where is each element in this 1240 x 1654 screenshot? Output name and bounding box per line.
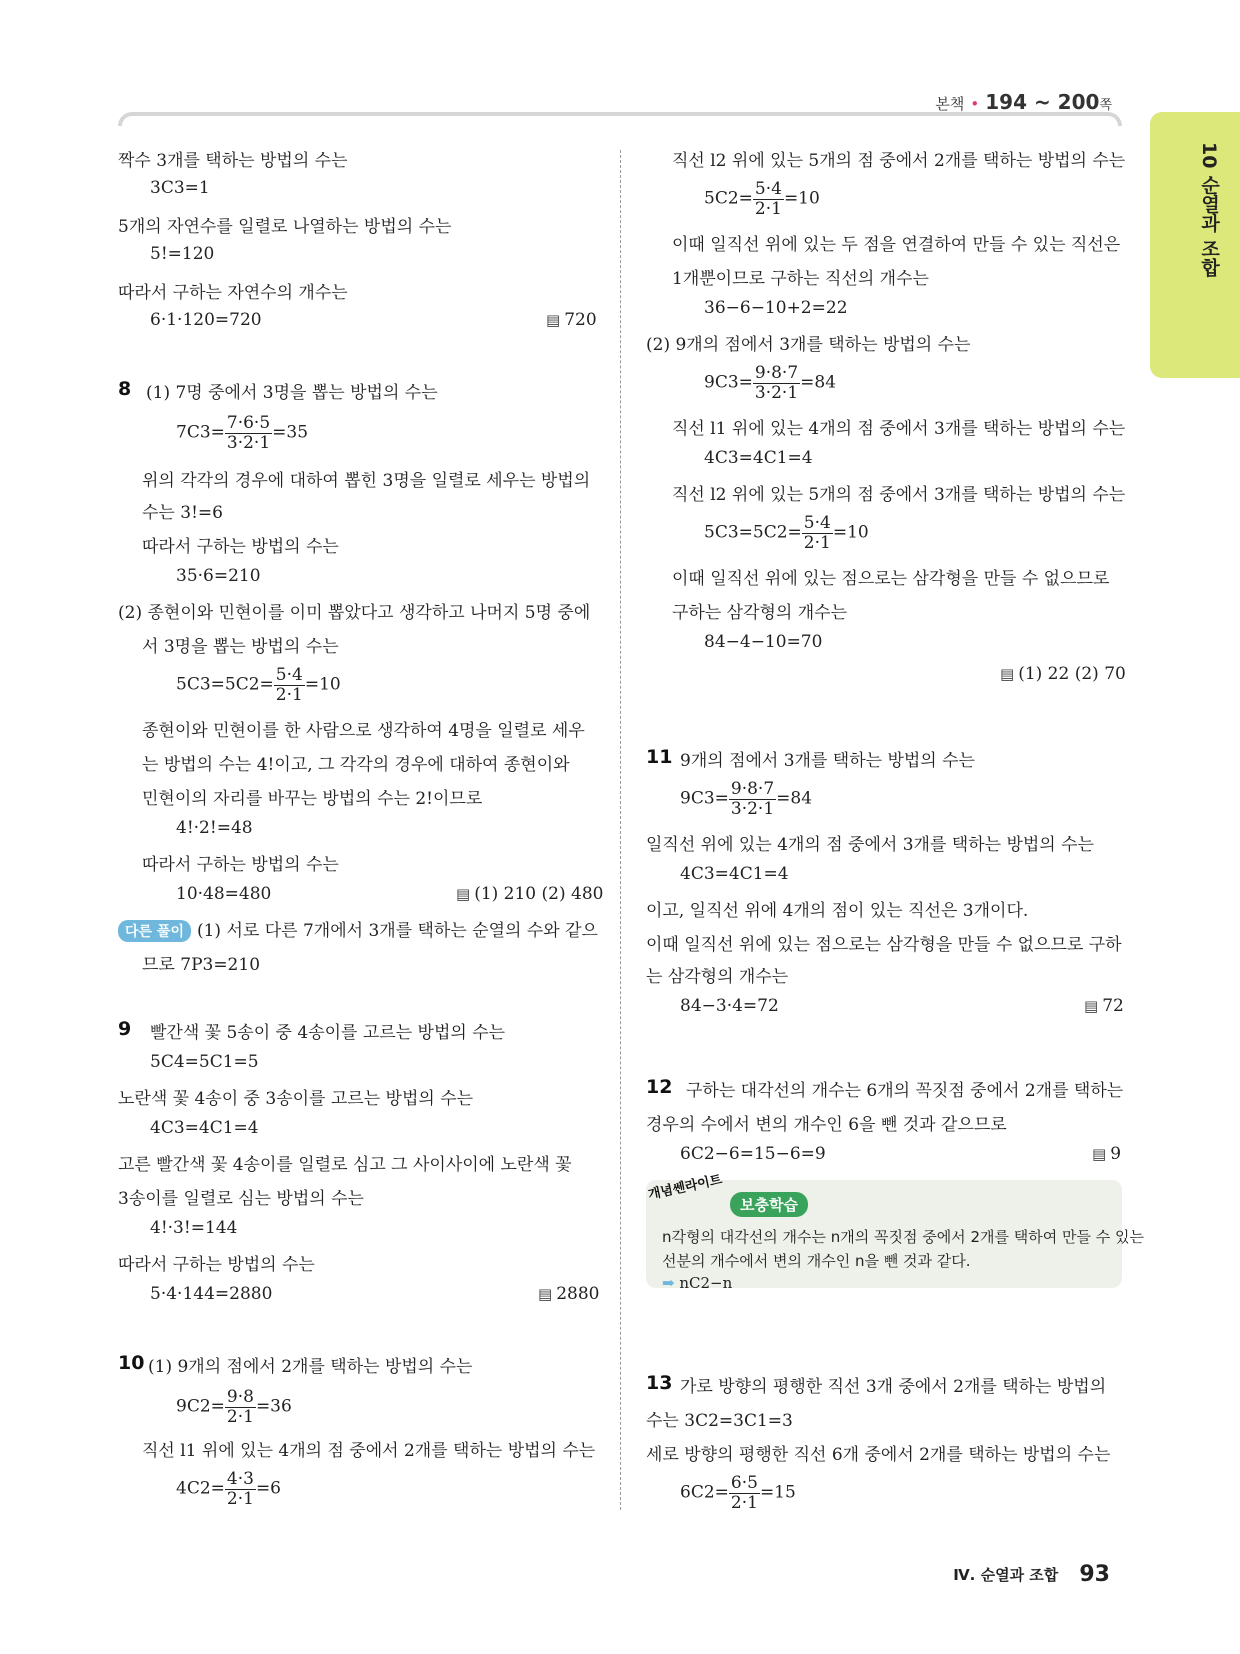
answer-mark: ▤ (1) 210 (2) 480 (456, 884, 603, 904)
formula (704, 180, 820, 218)
formula-part: 9C2= (176, 1396, 225, 1417)
text-line: 직선 l2 위에 있는 5개의 점 중에서 3개를 택하는 방법의 수는 (672, 485, 1126, 505)
formula (176, 1470, 281, 1508)
concept-text: 선분의 개수에서 변의 개수인 n을 뺀 것과 같다. (662, 1252, 971, 1270)
formula-part: =15 (759, 1482, 796, 1503)
fraction (753, 364, 800, 402)
concept-formula (662, 1274, 732, 1292)
text-line: 고른 빨간색 꽃 4송이를 일렬로 심고 그 사이사이에 노란색 꽃 (118, 1155, 572, 1175)
fraction (225, 1470, 256, 1508)
footer-breadcrumb: Ⅳ. 순열과 조합 (953, 1566, 1059, 1584)
formula: 4C3=4C1=4 (150, 1118, 259, 1138)
problem-number: 10 (118, 1352, 145, 1374)
formula-part: =10 (832, 522, 869, 543)
answer-mark: ▤ 9 (1092, 1144, 1121, 1164)
formula: 5C4=5C1=5 (150, 1052, 259, 1072)
answer-mark: ▤ 720 (546, 310, 597, 330)
text-line: 따라서 구하는 방법의 수는 (118, 1255, 315, 1275)
text-line: 수는 3C2=3C1=3 (646, 1411, 793, 1431)
formula: 84−4−10=70 (704, 632, 823, 652)
text-line: (2) 9개의 점에서 3개를 택하는 방법의 수는 (646, 335, 971, 355)
text-line: 일직선 위에 있는 4개의 점 중에서 3개를 택하는 방법의 수는 (646, 835, 1094, 855)
formula: 35·6=210 (176, 566, 261, 586)
formula-part: 9C3= (680, 788, 729, 809)
fraction (225, 414, 272, 452)
denominator: 3·2·1 (730, 798, 775, 819)
formula-part: 4C2= (176, 1478, 225, 1499)
fraction (225, 1388, 256, 1426)
text-line: 세로 방향의 평행한 직선 6개 중에서 2개를 택하는 방법의 수는 (646, 1445, 1111, 1465)
formula: 84−3·4=72 (680, 996, 779, 1016)
fraction (802, 514, 833, 552)
formula (176, 666, 341, 704)
bullet-icon: • (970, 95, 980, 113)
numerator: 5·4 (275, 665, 303, 685)
ref-label: 본책 (935, 95, 965, 113)
text-line: 이때 일직선 위에 있는 두 점을 연결하여 만들 수 있는 직선은 (672, 235, 1121, 255)
answer-mark: ▤ 2880 (538, 1284, 599, 1304)
denominator: 2·1 (226, 1406, 254, 1427)
formula: 6·1·120=720 (150, 310, 262, 330)
formula-part: =10 (304, 674, 341, 695)
chapter-tab-label: 10 순열과 조합 (1198, 142, 1220, 277)
text-line: 3송이를 일렬로 심는 방법의 수는 (118, 1189, 364, 1209)
formula: 4!·3!=144 (150, 1218, 238, 1238)
concept-title: 보충학습 (730, 1192, 808, 1217)
page-footer (953, 1562, 1110, 1587)
formula-part: =84 (776, 788, 813, 809)
formula-part: 7C3= (176, 422, 225, 443)
text-line: 는 방법의 수는 4!이고, 그 각각의 경우에 대하여 종현이와 (142, 755, 570, 775)
formula (680, 780, 812, 818)
ref-unit: 쪽 (1099, 98, 1112, 113)
text-line: 경우의 수에서 변의 개수인 6을 뺀 것과 같으므로 (646, 1115, 1007, 1135)
page-number: 93 (1079, 1562, 1110, 1587)
concept-formula-text: nC2−n (679, 1274, 733, 1292)
formula: 5!=120 (150, 244, 215, 264)
answer-mark: ▤ 72 (1084, 996, 1124, 1016)
text-line: 구하는 삼각형의 개수는 (672, 603, 848, 623)
text-line: 노란색 꽃 4송이 중 3송이를 고르는 방법의 수는 (118, 1089, 474, 1109)
formula-part: =10 (783, 188, 820, 209)
text-line: 따라서 구하는 방법의 수는 (142, 855, 339, 875)
formula-part: =35 (272, 422, 309, 443)
text-line: 직선 l2 위에 있는 5개의 점 중에서 2개를 택하는 방법의 수는 (672, 151, 1126, 171)
formula: 36−6−10+2=22 (704, 298, 848, 318)
formula (176, 1388, 292, 1426)
text-line: 위의 각각의 경우에 대하여 뽑힌 3명을 일렬로 세우는 방법의 (142, 471, 591, 491)
formula: 4C3=4C1=4 (680, 864, 789, 884)
alt-solution (118, 916, 598, 942)
denominator: 2·1 (275, 684, 303, 705)
formula: 4!·2!=48 (176, 818, 253, 838)
numerator: 5·4 (754, 179, 782, 199)
numerator: 4·3 (226, 1469, 254, 1489)
answer-mark: ▤ (1) 22 (2) 70 (1000, 664, 1126, 684)
fraction (274, 666, 305, 704)
formula (704, 364, 836, 402)
text-line: 이고, 일직선 위에 4개의 점이 있는 직선은 3개이다. (646, 901, 1029, 921)
formula-part: 5C2= (704, 188, 753, 209)
text-line: 9개의 점에서 3개를 택하는 방법의 수는 (680, 751, 975, 771)
text-line: 서 3명을 뽑는 방법의 수는 (142, 637, 339, 657)
formula-part: =36 (255, 1396, 292, 1417)
formula (176, 414, 308, 452)
text-line: 가로 방향의 평행한 직선 3개 중에서 2개를 택하는 방법의 (680, 1377, 1107, 1397)
text-line: 이때 일직선 위에 있는 점으로는 삼각형을 만들 수 없으므로 구하 (646, 935, 1122, 955)
numerator: 7·6·5 (226, 413, 271, 433)
formula: 10·48=480 (176, 884, 272, 904)
formula-part: =6 (255, 1478, 281, 1499)
numerator: 9·8·7 (730, 779, 775, 799)
text-line: (1) 서로 다른 7개에서 3개를 택하는 순열의 수와 같으 (196, 921, 598, 941)
text-line: 직선 l1 위에 있는 4개의 점 중에서 3개를 택하는 방법의 수는 (672, 419, 1126, 439)
formula-part: 9C3= (704, 372, 753, 393)
formula: 5·4·144=2880 (150, 1284, 273, 1304)
denominator: 2·1 (226, 1488, 254, 1509)
formula (680, 1474, 796, 1512)
text-line: 직선 l1 위에 있는 4개의 점 중에서 2개를 택하는 방법의 수는 (142, 1441, 596, 1461)
formula-part: 5C3=5C2= (176, 674, 274, 695)
text-line: 짝수 3개를 택하는 방법의 수는 (118, 151, 348, 171)
denominator: 2·1 (803, 532, 831, 553)
text-line: (1) 9개의 점에서 2개를 택하는 방법의 수는 (148, 1357, 473, 1377)
fraction (729, 1474, 760, 1512)
formula: 6C2−6=15−6=9 (680, 1144, 826, 1164)
problem-number: 8 (118, 378, 132, 400)
formula: 4C3=4C1=4 (704, 448, 813, 468)
denominator: 3·2·1 (754, 382, 799, 403)
numerator: 9·8·7 (754, 363, 799, 383)
text-line: 1개뿐이므로 구하는 직선의 개수는 (672, 269, 929, 289)
text-line: 는 삼각형의 개수는 (646, 967, 789, 987)
concept-tag: 개념쎈라이트 (646, 1172, 724, 1203)
problem-number: 11 (646, 746, 673, 768)
fraction (753, 180, 784, 218)
formula-part: 5C3=5C2= (704, 522, 802, 543)
formula: 3C3=1 (150, 178, 210, 198)
text-line: 수는 3!=6 (142, 503, 223, 523)
denominator: 2·1 (754, 198, 782, 219)
text-line: 따라서 구하는 방법의 수는 (142, 537, 339, 557)
alt-solution-badge: 다른 풀이 (118, 920, 191, 942)
formula (704, 514, 869, 552)
text-line: 따라서 구하는 자연수의 개수는 (118, 283, 348, 303)
chapter-tab (1150, 112, 1240, 378)
text-line: 종현이와 민현이를 한 사람으로 생각하여 4명을 일렬로 세우 (142, 721, 585, 741)
problem-number: 12 (646, 1076, 673, 1098)
text-line: 민현이의 자리를 바꾸는 방법의 수는 2!이므로 (142, 789, 483, 809)
text-line: (1) 7명 중에서 3명을 뽑는 방법의 수는 (146, 383, 438, 403)
text-line: 5개의 자연수를 일렬로 나열하는 방법의 수는 (118, 217, 452, 237)
text-line: 므로 7P3=210 (142, 955, 261, 975)
fraction (729, 780, 776, 818)
column-divider (620, 150, 621, 1510)
text-line: 이때 일직선 위에 있는 점으로는 삼각형을 만들 수 없으므로 (672, 569, 1110, 589)
top-rule (118, 112, 1122, 126)
concept-text: n각형의 대각선의 개수는 n개의 꼭짓점 중에서 2개를 택하여 만들 수 있는 (662, 1228, 1144, 1246)
denominator: 2·1 (730, 1492, 758, 1513)
page-reference (935, 90, 1112, 114)
text-line: 빨간색 꽃 5송이 중 4송이를 고르는 방법의 수는 (150, 1023, 506, 1043)
formula-part: =84 (800, 372, 837, 393)
problem-number: 9 (118, 1018, 132, 1040)
numerator: 5·4 (803, 513, 831, 533)
formula-part: 6C2= (680, 1482, 729, 1503)
numerator: 6·5 (730, 1473, 758, 1493)
text-line: (2) 종현이와 민현이를 이미 뽑았다고 생각하고 나머지 5명 중에 (118, 603, 591, 623)
arrow-icon: ➡ (662, 1274, 680, 1292)
numerator: 9·8 (226, 1387, 254, 1407)
text-line: 구하는 대각선의 개수는 6개의 꼭짓점 중에서 2개를 택하는 (686, 1081, 1124, 1101)
ref-pages: 194 ~ 200 (985, 90, 1100, 114)
denominator: 3·2·1 (226, 432, 271, 453)
problem-number: 13 (646, 1372, 673, 1394)
